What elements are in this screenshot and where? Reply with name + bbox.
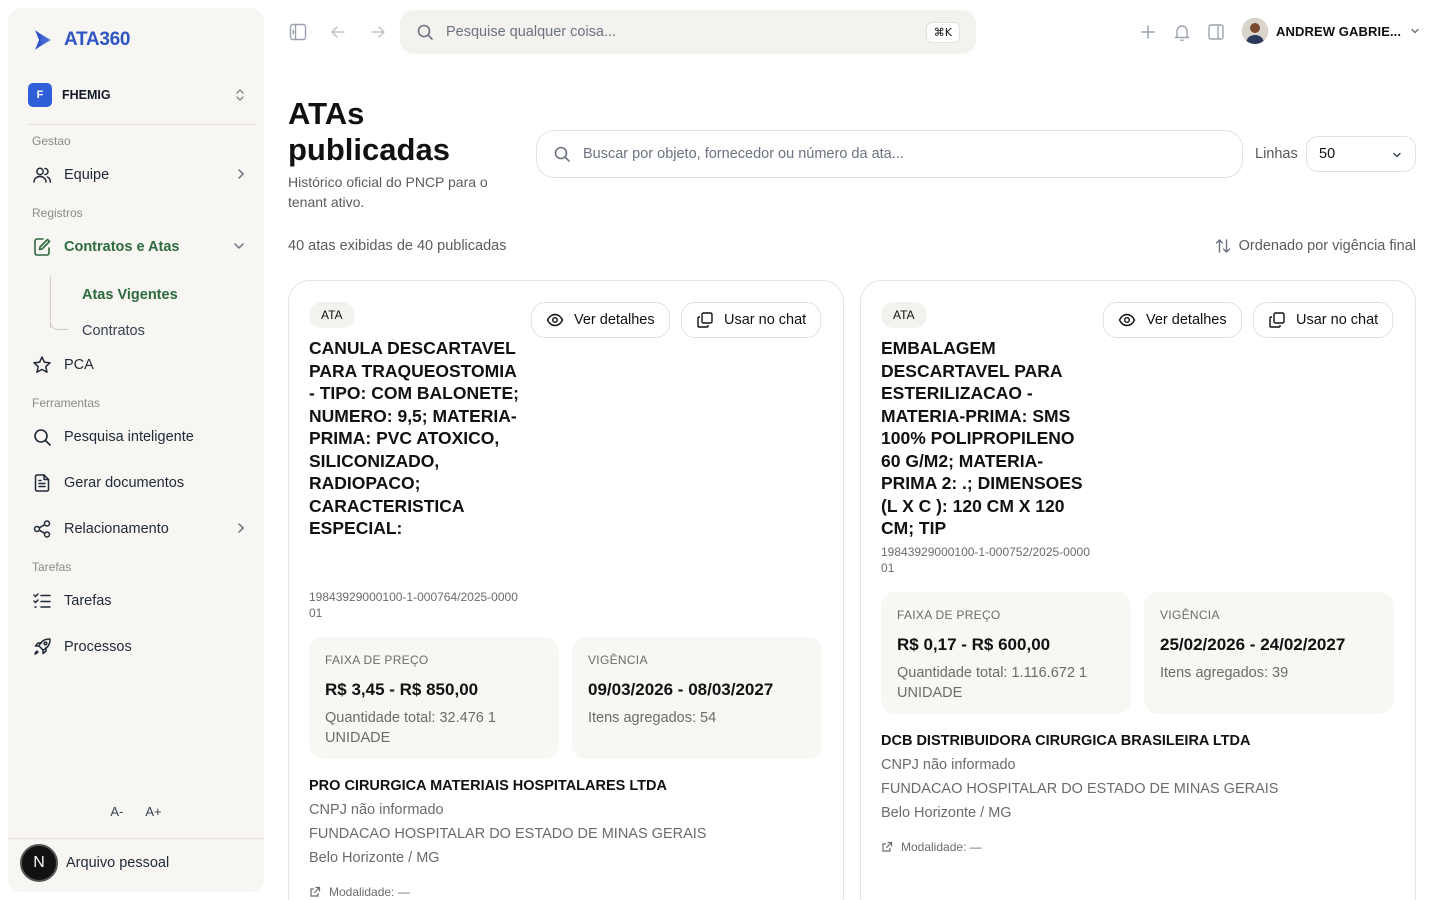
avatar — [1242, 18, 1268, 44]
agency-name: FUNDACAO HOSPITALAR DO ESTADO DE MINAS GERAIS — [881, 781, 1279, 797]
price-range-box — [881, 592, 1131, 714]
agency-name: FUNDACAO HOSPITALAR DO ESTADO DE MINAS GERAIS — [309, 826, 707, 842]
aggregated-items: Itens agregados: 54 — [588, 710, 717, 726]
city-state: Belo Horizonte / MG — [309, 850, 440, 866]
logo-icon — [32, 28, 54, 52]
chevron-right-icon — [236, 521, 246, 535]
eye-icon — [1118, 311, 1136, 329]
ata-title: CANULA DESCARTAVEL PARA TRAQUEOSTOMIA - TIPO: COM BALONETE; NUMERO: 9,5; MATERIA-PRIMA: PVC ATOXICO, SILICONIZADO, RADIOPACO; CARACTERISTICA ESPECIAL: — [309, 338, 519, 538]
sidebar-footer-divider — [8, 838, 264, 839]
sort-label: Ordenado por vigência final — [1238, 238, 1416, 254]
total-quantity: Quantidade total: 1.116.672 1 UNIDADE — [897, 665, 1087, 701]
bell-icon[interactable] — [1172, 22, 1192, 42]
global-search-input[interactable] — [446, 24, 906, 40]
chevron-down-icon — [1409, 25, 1421, 37]
eye-icon — [546, 311, 564, 329]
modality-label: Modalidade: — — [901, 840, 982, 854]
sidebar-item-label: PCA — [64, 357, 94, 373]
font-increase-button[interactable]: A+ — [145, 804, 162, 819]
users-icon — [32, 165, 52, 185]
page-subtitle: Histórico oficial do PNCP para o tenant ativo. — [288, 174, 488, 210]
back-arrow-icon[interactable] — [328, 22, 348, 42]
view-details-label: Ver detalhes — [574, 312, 655, 328]
sidebar-item-label: Tarefas — [64, 593, 112, 609]
modality — [881, 840, 982, 854]
use-in-chat-label: Usar no chat — [1296, 312, 1379, 328]
sidebar-item-label: Gerar documentos — [64, 475, 185, 491]
supplier-name: DCB DISTRIBUIDORA CIRURGICA BRASILEIRA LTDA — [881, 733, 1251, 749]
sidebar-subitem-atas-vigentes[interactable]: Atas Vigentes — [82, 287, 178, 303]
brand[interactable] — [32, 28, 130, 52]
chevron-down-icon — [232, 239, 246, 253]
modality-label: Modalidade: — — [329, 885, 410, 899]
sidebar-subitem-contratos[interactable]: Contratos — [82, 323, 145, 339]
copy-icon — [696, 311, 714, 329]
tenant-switcher[interactable] — [28, 80, 256, 110]
sidebar-item-label: Pesquisa inteligente — [64, 429, 194, 445]
use-in-chat-label: Usar no chat — [724, 312, 807, 328]
sidebar-item-label: Processos — [64, 639, 132, 655]
section-ferramentas: Ferramentas — [32, 396, 101, 410]
price-range-value: R$ 3,45 - R$ 850,00 — [325, 680, 479, 699]
ata-title: EMBALAGEM DESCARTAVEL PARA ESTERILIZACAO - MATERIA-PRIMA: SMS 100% POLIPROPILENO 60 G/M2; MATERIA-PRIMA 2: .; DIMENSOES (L X C ): 120 CM X 120 CM; TIP — [881, 338, 1083, 538]
sidebar-item-processos[interactable] — [32, 630, 248, 664]
search-icon — [553, 145, 571, 163]
sidebar-item-relacionamento[interactable] — [32, 512, 248, 546]
price-range-value: R$ 0,17 - R$ 600,00 — [897, 635, 1051, 654]
city-state: Belo Horizonte / MG — [881, 805, 1012, 821]
ata-card — [860, 280, 1416, 900]
section-tarefas: Tarefas — [32, 560, 72, 574]
page-title: ATAs publicadas — [288, 96, 450, 167]
share-icon — [32, 519, 52, 539]
tenant-badge: F — [28, 83, 52, 107]
price-range-box — [309, 637, 559, 759]
sidebar-item-label: Relacionamento — [64, 521, 169, 537]
supplier-cnpj: CNPJ não informado — [881, 757, 1016, 773]
rocket-icon — [32, 637, 52, 657]
supplier-cnpj: CNPJ não informado — [309, 802, 444, 818]
sidebar-item-pesquisa[interactable] — [32, 420, 248, 454]
validity-value: 09/03/2026 - 08/03/2027 — [588, 680, 774, 699]
view-details-label: Ver detalhes — [1146, 312, 1227, 328]
sort-arrows-icon — [1215, 238, 1231, 254]
user-menu[interactable] — [1242, 18, 1421, 44]
supplier-name: PRO CIRURGICA MATERIAIS HOSPITALARES LTDA — [309, 778, 667, 794]
sidebar-item-label: Contratos e Atas — [64, 239, 180, 255]
sidebar-item-pca[interactable] — [32, 348, 248, 382]
star-icon — [32, 355, 52, 375]
file-edit-icon — [32, 237, 52, 257]
sidebar-item-label: Equipe — [64, 167, 110, 183]
ata-tag: ATA — [881, 302, 927, 328]
sidebar-item-gerar-documentos[interactable] — [32, 466, 248, 500]
list-checks-icon — [32, 591, 52, 611]
rows-label: Linhas — [1255, 146, 1298, 162]
use-in-chat-button[interactable] — [681, 302, 821, 338]
user-name: ANDREW GABRIE... — [1276, 23, 1402, 39]
sidebar-item-contratos-atas[interactable] — [32, 230, 248, 264]
plus-icon[interactable] — [1138, 22, 1158, 42]
personal-archive-label: Arquivo pessoal — [66, 855, 170, 871]
forward-arrow-icon[interactable] — [368, 22, 388, 42]
sidebar-divider — [28, 124, 256, 125]
chevrons-up-down-icon — [234, 87, 246, 103]
sort-toggle[interactable] — [1215, 238, 1416, 254]
validity-box — [572, 637, 822, 759]
personal-archive-button[interactable] — [20, 844, 169, 882]
results-count: 40 atas exibidas de 40 publicadas — [288, 238, 507, 254]
sidebar-toggle-icon[interactable] — [288, 22, 308, 42]
validity-box — [1144, 592, 1394, 714]
ata-search[interactable] — [536, 130, 1243, 178]
shortcut-badge: ⌘K — [926, 22, 960, 43]
global-search[interactable] — [400, 10, 976, 54]
view-details-button[interactable] — [531, 302, 670, 338]
aggregated-items: Itens agregados: 39 — [1160, 665, 1289, 681]
panel-right-icon[interactable] — [1206, 22, 1226, 42]
chevron-right-icon — [236, 167, 246, 181]
rows-select-value: 50 — [1319, 146, 1336, 162]
price-range-label: FAIXA DE PREÇO — [325, 653, 429, 667]
search-icon — [32, 427, 52, 447]
font-size-controls — [8, 804, 264, 819]
tree-branch — [50, 316, 68, 330]
tenant-name: FHEMIG — [62, 88, 111, 102]
validity-label: VIGÊNCIA — [588, 653, 648, 667]
rows-select[interactable] — [1306, 136, 1416, 172]
ata-number: 19843929000100-1-000752/2025-000001 — [881, 545, 1090, 575]
ata-number: 19843929000100-1-000764/2025-000001 — [309, 590, 518, 620]
font-decrease-button[interactable]: A- — [110, 804, 124, 819]
validity-label: VIGÊNCIA — [1160, 608, 1220, 622]
view-details-button[interactable] — [1103, 302, 1242, 338]
ata-tag: ATA — [309, 302, 355, 328]
sidebar — [8, 8, 264, 892]
price-range-label: FAIXA DE PREÇO — [897, 608, 1001, 622]
external-link-icon[interactable] — [881, 841, 893, 853]
section-gestao: Gestao — [32, 134, 71, 148]
chevron-down-icon — [1391, 149, 1403, 161]
ata-search-input[interactable] — [583, 146, 1183, 162]
validity-value: 25/02/2026 - 24/02/2027 — [1160, 635, 1346, 654]
search-icon — [416, 23, 434, 41]
file-text-icon — [32, 473, 52, 493]
sidebar-item-tarefas[interactable] — [32, 584, 248, 618]
avatar: N — [20, 844, 58, 882]
total-quantity: Quantidade total: 32.476 1 UNIDADE — [325, 710, 496, 746]
brand-name: ATA360 — [64, 29, 131, 50]
modality — [309, 885, 410, 899]
section-registros: Registros — [32, 206, 83, 220]
external-link-icon[interactable] — [309, 886, 321, 898]
use-in-chat-button[interactable] — [1253, 302, 1393, 338]
ata-card — [288, 280, 844, 900]
copy-icon — [1268, 311, 1286, 329]
sidebar-item-equipe[interactable] — [32, 158, 248, 192]
